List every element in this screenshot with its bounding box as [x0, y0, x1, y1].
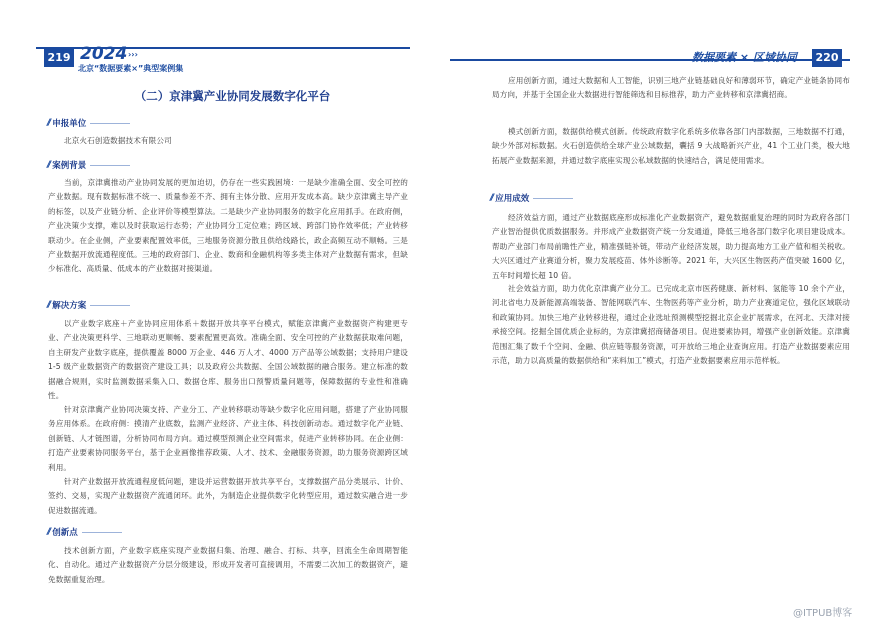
- subhead-slash-icon: //: [47, 118, 50, 128]
- subhead-label: 解决方案: [52, 301, 87, 311]
- effect-paragraph-1: 经济效益方面，通过产业数据底座形成标准化产业数据资产，避免数据重复治理的同时为政府各部门产业智治提供优质数据服务。并形成产业数据资产统一分发通道，降低三地各部门数字化项目建设成本。帮助产业部门布局前瞻性产业，精准强链补链，带动产业经济发展，助力提高地方工业产值和相关税收。大兴区通过产业赛道分析，聚力发展疫苗、体外诊断等。2021 年，大兴区生物医药产值突破 1600 亿，五年时间增长超 10 倍。: [492, 213, 850, 280]
- effect-paragraph-2: 社会效益方面，助力优化京津冀产业分工。已完成北京市医药健康、新材料、氢能等 10 余个产业，河北省电力及新能源高端装备、智能网联汽车、生物医药等产业分析，助力产业赛道定位，强化区域联动和政策协同。加快三地产业转移进程，通过企业选址预测模型挖掘北京企业扩展需求，在河北、天津对接承接空间。挖掘全国优质企业标的，为京津冀招商储备项目。促进要素协同，增强产业创新效能。京津冀范围汇集了数千个空间、金融、供应链等服务资源，可开放给三地企业查询应用。打造产业数据要素应用示范，助力以高质量的数据供给和“来料加工”模式，打造产业数据要素应用示范样板。: [492, 284, 850, 366]
- subhead-label: 创新点: [52, 528, 78, 538]
- subhead-innovation: [47, 526, 122, 538]
- subhead-underline: [90, 165, 130, 166]
- subhead-underline: [90, 123, 130, 124]
- section-tag: 数据要素 × 区域协同: [692, 51, 797, 64]
- right-intro-paragraph-1: 应用创新方面，通过大数据和人工智能，识别三地产业链基础良好和薄弱环节，确定产业链条协同布局方向，并基于全国企业大数据进行智能筛选和目标推荐，助力产业转移和京津冀招商。: [492, 76, 850, 100]
- subhead-applicant: [47, 117, 130, 129]
- subhead-underline: [82, 532, 122, 533]
- right-page: [445, 0, 890, 630]
- subhead-label: 申报单位: [52, 119, 87, 129]
- subhead-underline: [533, 198, 573, 199]
- subhead-slash-icon: //: [47, 160, 50, 170]
- subhead-solution: [47, 299, 130, 311]
- solution-paragraph-3: 针对产业数据开放流通程度低问题，建设并运营数据开放共享平台，支撑数据产品分类展示、计价、签约、交易，实现产业数据资产流通闭环。此外，为制造企业提供数字化转型应用，通过数实融合进一步促进数据流通。: [48, 477, 408, 515]
- subhead-background: [47, 159, 130, 171]
- background-body: 当前，京津冀推动产业协同发展的更加迫切，仍存在一些实践困境：一是缺少准确全面、安全可控的产业数据。现有数据标准不统一、质量参差不齐、拥有主体分散、应用开发成本高。缺少京津冀主导产业的标签，以及产业链分析、企业评价等模型算法。二是缺少产业协同服务的数字化应用抓手。在政府侧，产业决策少支撑，难以及时获取运行态势；产业协同分工定位难；跨区域、跨部门协作效率低；产业转移联动少。在企业侧，产业要素配置效率低，三地服务资源分散且供给线路长，政企高频互动不顺畅。三是产业数据开放流通程度低。三地的政府部门、企业、数商和金融机构等多类主体对产业数据有需求，但缺少标准化、高质量、低成本的产业数据对接渠道。: [48, 178, 408, 274]
- right-intro-paragraph-2: 模式创新方面，数据供给模式创新。传统政府数字化系统多依靠各部门内部数据，三地数据不打通，缺少外部对标数据。火石创造供给全球产业公域数据，囊括 9 大战略新兴产业，41 个工业门类，极大地拓展产业数据来源，并通过数字底座实现公私域数据的快速结合，满足使用需求。: [492, 127, 850, 165]
- applicant-body: 北京火石创造数据技术有限公司: [64, 136, 172, 145]
- watermark: @ITPUB博客: [793, 608, 853, 619]
- subhead-slash-icon: //: [47, 527, 50, 537]
- page-number-right: 220: [812, 49, 842, 67]
- page-number-left: 219: [44, 49, 74, 67]
- subhead-label: 应用成效: [495, 194, 530, 204]
- article-title: （二）京津冀产业协同发展数字化平台: [134, 89, 331, 103]
- year-logo: 2024: [80, 44, 128, 64]
- subhead-label: 案例背景: [52, 161, 87, 171]
- subhead-underline: [90, 305, 130, 306]
- innovation-body: 技术创新方面，产业数字底座实现产业数据归集、治理、融合、打标、共享，回流全生命周期智能化、自动化。通过产业数据资产分层分级建设，形成开发者可直接调用，不需要二次加工的数据资产，避免数据重复治理。: [48, 546, 408, 584]
- subhead-effect: [490, 192, 573, 204]
- book-title: 北京“数据要素×”典型案例集: [78, 64, 184, 73]
- year-arrows-icon: ›››: [128, 50, 138, 59]
- solution-paragraph-1: 以产业数字底座＋产业协同应用体系＋数据开放共享平台模式，赋能京津冀产业数据资产构建更专业、产业决策更科学、三地联动更顺畅、要素配置更高效。准确全面、安全可控的产业数据获取难问题，自主研发产业数字底座，提供覆盖 8000 万企业、446 万人才、4000 万产品等公域数据；支持用户建设 1-5 级产业数据资产的数据资产建设工具；以及政府公共数据、全国公域数据的融合服务。建立标准的数据融合规则，实时监测数据采集入口、数据仓库、服务出口预警质量问题等，保障数据的专业性和准确性。: [48, 319, 408, 401]
- solution-paragraph-2: 针对京津冀产业协同决策支持、产业分工、产业转移联动等缺少数字化应用问题，搭建了产业协同服务应用体系。在政府侧：摸清产业底数，监测产业经济、产业主体、科技创新动态。通过数字化产业链、创新链、人才链图谱，分析协同布局方向。通过模型预测企业空间需求，促进产业转移协同。在企业侧：打造产业要素协同服务平台，基于企业画像推荐政策、人才、技术、金融服务资源，助力服务资源跨区域利用。: [48, 405, 408, 472]
- subhead-slash-icon: //: [490, 193, 493, 203]
- subhead-slash-icon: //: [47, 300, 50, 310]
